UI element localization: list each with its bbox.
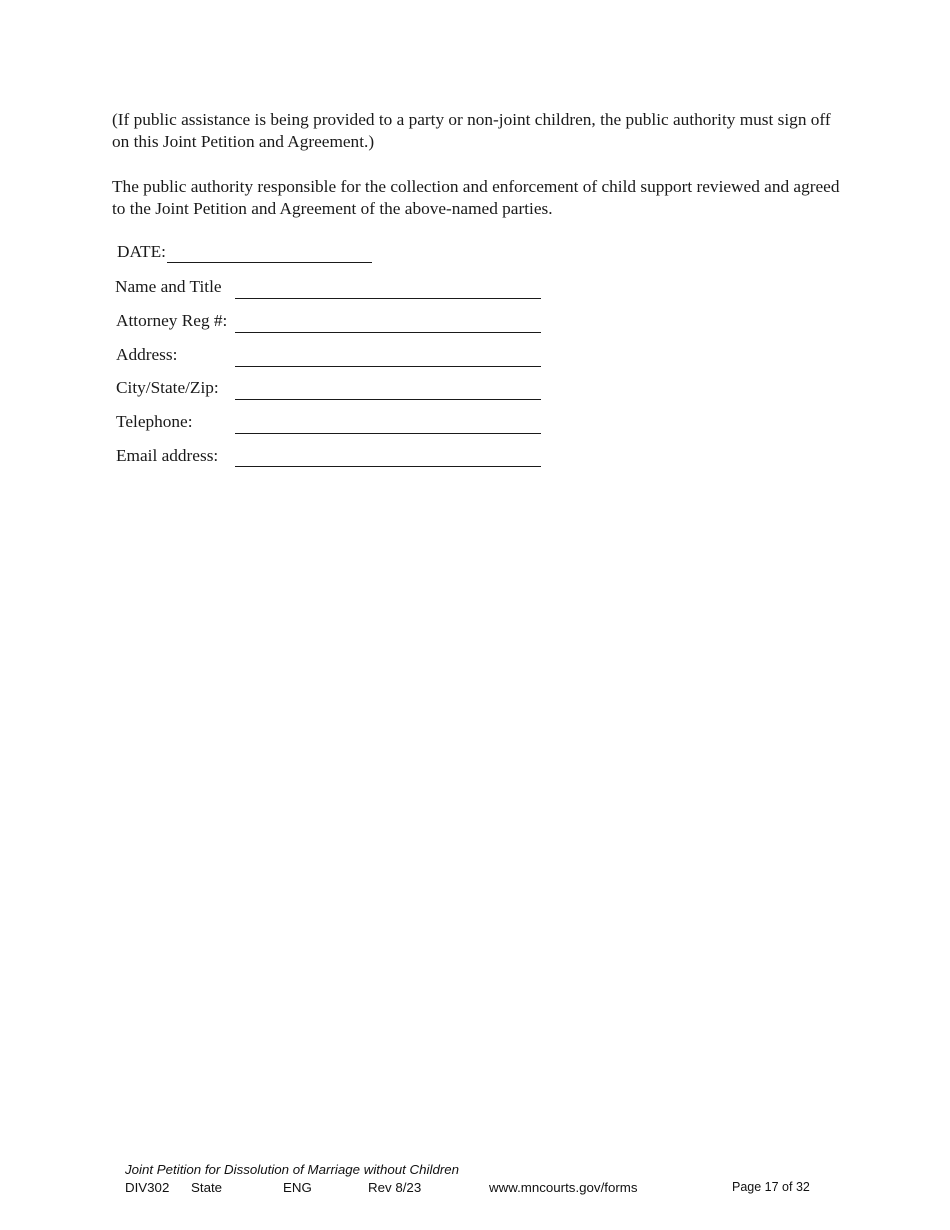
footer-language: ENG: [283, 1180, 312, 1195]
footer-form-code: DIV302: [125, 1180, 170, 1195]
date-label: DATE:: [117, 242, 166, 261]
footer-jurisdiction: State: [191, 1180, 223, 1195]
city-state-zip-label: City/State/Zip:: [116, 378, 219, 397]
date-field: [117, 241, 372, 263]
footer-website: www.mncourts.gov/forms: [489, 1180, 638, 1195]
attorney-reg-label: Attorney Reg #:: [116, 311, 228, 330]
date-blank-line[interactable]: [167, 243, 372, 263]
telephone-blank-line[interactable]: [235, 433, 541, 434]
email-blank-line[interactable]: [235, 466, 541, 467]
city-state-zip-blank-line[interactable]: [235, 399, 541, 400]
telephone-label: Telephone:: [116, 412, 193, 431]
address-label: Address:: [116, 345, 178, 364]
name-title-blank-line[interactable]: [235, 298, 541, 299]
name-title-label: Name and Title: [115, 277, 222, 296]
footer-revision: Rev 8/23: [368, 1180, 422, 1195]
email-label: Email address:: [116, 446, 219, 465]
attorney-reg-blank-line[interactable]: [235, 332, 541, 333]
footer-page-number: Page 17 of 32: [732, 1180, 810, 1194]
address-blank-line[interactable]: [235, 366, 541, 367]
authority-agreement-statement: The public authority responsible for the collection and enforcement of child support reviewed and agreed to the Joint Petition and Agreement of the above-named parties.: [112, 177, 840, 218]
footer-form-title: Joint Petition for Dissolution of Marriage without Children: [125, 1162, 460, 1177]
public-assistance-note: (If public assistance is being provided to a party or non-joint children, the public authority must sign off on this Joint Petition and Agreement.): [112, 110, 831, 151]
